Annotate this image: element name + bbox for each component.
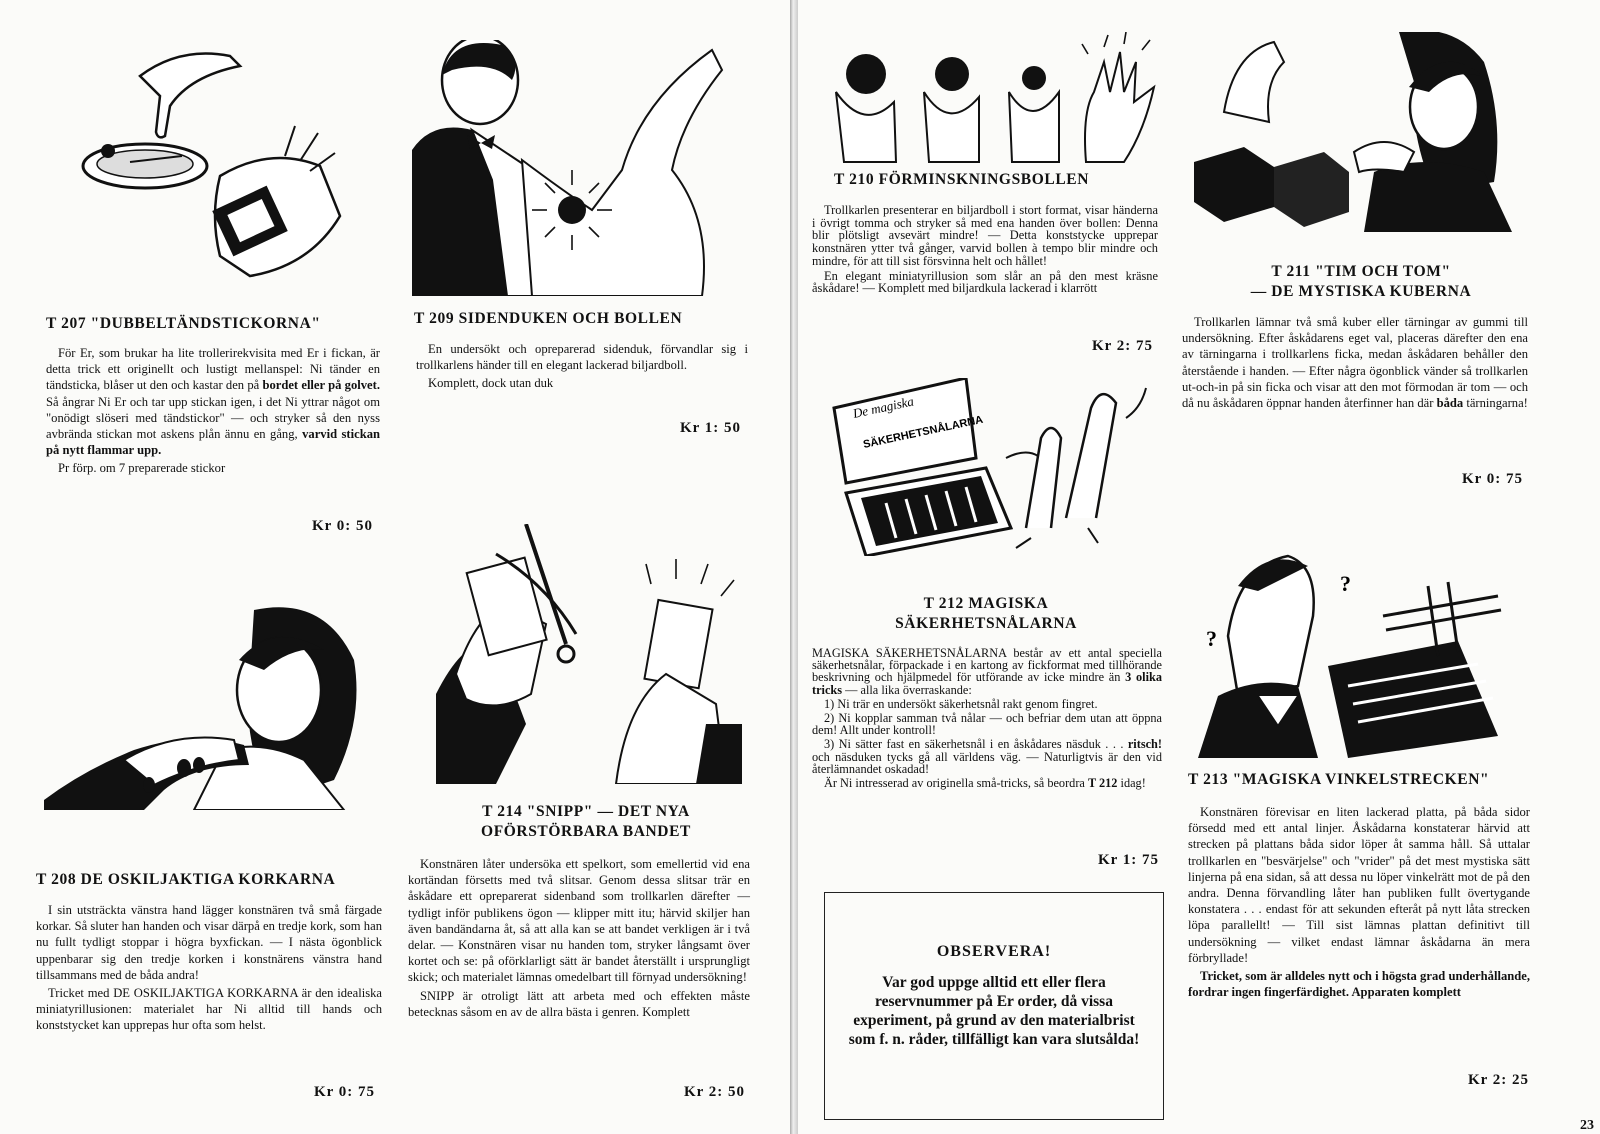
t213-price: Kr 2: 25 — [1468, 1072, 1530, 1088]
t208-price: Kr 0: 75 — [314, 1084, 376, 1100]
t207-price: Kr 0: 50 — [312, 518, 374, 534]
woman-cubes-illustration — [1194, 32, 1512, 232]
book-gutter — [790, 0, 798, 1134]
card-ribbon-scissors-illustration — [436, 524, 742, 784]
t213-description: Konstnären förevisar en liten lackerad platta, på båda sidor försedd med ett antal linjer. Åskådarna konstaterar härvid att strecken på plattans båda sidor löper åt samma håll. Så uttalar trollkarlen en "besvärjelse" och "vrider" på det mest mystiska sätt linjerna på ena sidan, så att dessa nu löper vinkelrätt mot de på den andra. Denna förvandling låter han publiken fullt övertygande konstatera . . . endast för att sekunden efteråt på nytt låta strecken löpa parallellt! — Till sist lämnas plattan definitivt till undersökning — vilket endast lämnar åskådarna än mera förbryllade! Tricket, som är alldeles nytt och i högsta grad underhållande, fordrar ingen fingerfärdighet. Apparaten komplett — [1188, 805, 1530, 1000]
t208-description: I sin utsträckta vänstra hand lägger konstnären två små färgade korkar. Så sluter han handen och visar därpå en tredje kork, som han nu fullt tydligt stoppar i högra byxfickan. — I nästa ögonblick uppenbarar sig den tredje korken i konstnärens vänstra hand tillsammans med de båda andra! Tricket med DE OSKILJAKTIGA KORKARNA är den idealiska miniatyrillusionen: materialet har Ni alltid till hands och konststycket kan upprepas hur ofta som helst. — [36, 903, 382, 1033]
t209-description: En undersökt och opreparerad sidenduk, förvandlar sig i trollkarlens händer till en elegant lackerad biljardboll. Komplett, dock utan duk — [416, 342, 748, 391]
t214-price: Kr 2: 50 — [684, 1084, 746, 1100]
observera-text: Var god uppge alltid ett eller flera reservnummer på Er order, då vissa experiment, på grund av den materialbrist som f. n. råder, tillfälligt kan vara slutsålda! — [848, 974, 1140, 1048]
t213-title: T 213 "MAGISKA VINKELSTRECKEN" — [1188, 771, 1490, 788]
t210-title: T 210 FÖRMINSKNINGSBOLLEN — [834, 171, 1090, 188]
t211-price: Kr 0: 75 — [1462, 471, 1524, 487]
box-lid-text-1: De magiska — [851, 393, 916, 421]
page-number: 23 — [1580, 1118, 1594, 1133]
box-lid-text-2: SÄKERHETSNÅLARNA — [862, 413, 985, 451]
t211-title: T 211 "TIM OCH TOM" — DE MYSTISKA KUBERNA — [1250, 263, 1472, 300]
t211-description: Trollkarlen lämnar två små kuber eller tärningar av gummi till undersökning. Efter åskådarens eget val, placeras därefter den ena av tärningarna i trollkarlens ficka, medan åskådaren behåller den återstående i handen. — Efter några ögonblick vänder så trollkarlen ut-och-in på sin ficka och visar att den mot förmodan är tom — och då nu åskådaren öppnar handen återfinner han där båda tärningarna! — [1182, 315, 1528, 411]
svg-text:?: ? — [1340, 571, 1351, 596]
shrinking-ball-hands-illustration — [824, 32, 1164, 164]
woman-corks-illustration — [44, 600, 384, 810]
t207-description: För Er, som brukar ha lite trollerirekvisita med Er i fickan, är detta trick ett originellt och lustigt mellanspel: Ni tänder en tändsticka, blåser ut den och kastar den på bordet eller på golvet. Så ångrar Ni Er och tar upp stickan igen, i det Ni yttrar något om "onödigt slöseri med tändstickor" — och stryker så den nyss avbrända stickan mot askens plån ännu en gång, varvid stickan på nytt flammar upp. Pr förp. om 7 preparerade stickor — [46, 346, 380, 476]
magician-silk-ball-illustration — [412, 40, 742, 296]
left-page — [0, 0, 790, 1134]
t209-price: Kr 1: 50 — [680, 420, 742, 436]
t210-description: Trollkarlen presenterar en biljardboll i stort format, visar händerna i övrigt tomma och stryker så med ena handen över bollen: Denna blir plötsligt avsevärt mindre! — Detta konststycke upprepar konstnären ytter två gånger, varvid bollen à tempo blir mindre och mindre, för att till sist försvinna helt och hållet! En elegant miniatyrillusion som slår an på den mest kräsne åskådare! — Komplett med biljardkula lackerad i klarrött — [812, 203, 1158, 296]
svg-text:?: ? — [1206, 626, 1217, 651]
t214-title: T 214 "SNIPP" — DET NYA OFÖRSTÖRBARA BANDET — [481, 803, 691, 840]
t209-title: T 209 SIDENDUKEN OCH BOLLEN — [414, 310, 683, 327]
man-angle-lines-illustration — [1198, 546, 1516, 758]
t210-price: Kr 2: 75 — [1092, 338, 1154, 354]
matchbox-hands-illustration — [70, 36, 370, 298]
t212-description: MAGISKA SÄKERHETSNÅLARNA består av ett antal speciella säkerhetsnålar, förpackade i en kartong av fickformat med tillhörande beskrivning och hjälpmedel för utförande av icke mindre än 3 olika tricks — alla lika överraskande: 1) Ni trär en undersökt säkerhetsnål rakt genom fingret. 2) Ni kopplar samman två nålar — och befriar dem utan att öppna dem! Allt under kontroll! 3) Ni sätter fast en säkerhetsnål i en åskådares näsduk . . . ritsch! och näsduken tycks gå all världens väg. — Naturligtvis är den vid återlämnandet oskadad! Är Ni intresserad av originella små-tricks, så beordra T 212 idag! — [812, 646, 1162, 791]
t212-title: T 212 MAGISKA SÄKERHETSNÅLARNA — [895, 595, 1077, 632]
safety-pins-box-illustration — [826, 378, 1156, 556]
observera-title: OBSERVERA! — [936, 943, 1052, 960]
t214-description: Konstnären låter undersöka ett spelkort, som emellertid vid ena kortändan försetts med två slitsar. Genom dessa slitsar trär en åskådare ett opreparerat sidenband som trollkarlen därefter — tydligt inför publikens ögon — klipper mitt itu; härvid skiljer han även bandändarna åt, så att alla kan se att bandet verkligen är i två delar. — Konstnären visar nu handen tom, stryker långsamt över kortet och se: på oförklarligt sätt är bandet återställt i ursprungligt skick; och materialet lämnas omedelbart till förnyad undersökning! SNIPP är otroligt lätt att arbeta med och effekten måste betecknas såsom en av de allra bästa i genren. Komplett — [408, 857, 750, 1019]
observera-notice-box — [824, 892, 1164, 1120]
right-page — [798, 0, 1600, 1134]
t212-price: Kr 1: 75 — [1098, 852, 1160, 868]
t207-title: T 207 "DUBBELTÄNDSTICKORNA" — [46, 315, 321, 332]
t208-title: T 208 DE OSKILJAKTIGA KORKARNA — [36, 871, 336, 888]
